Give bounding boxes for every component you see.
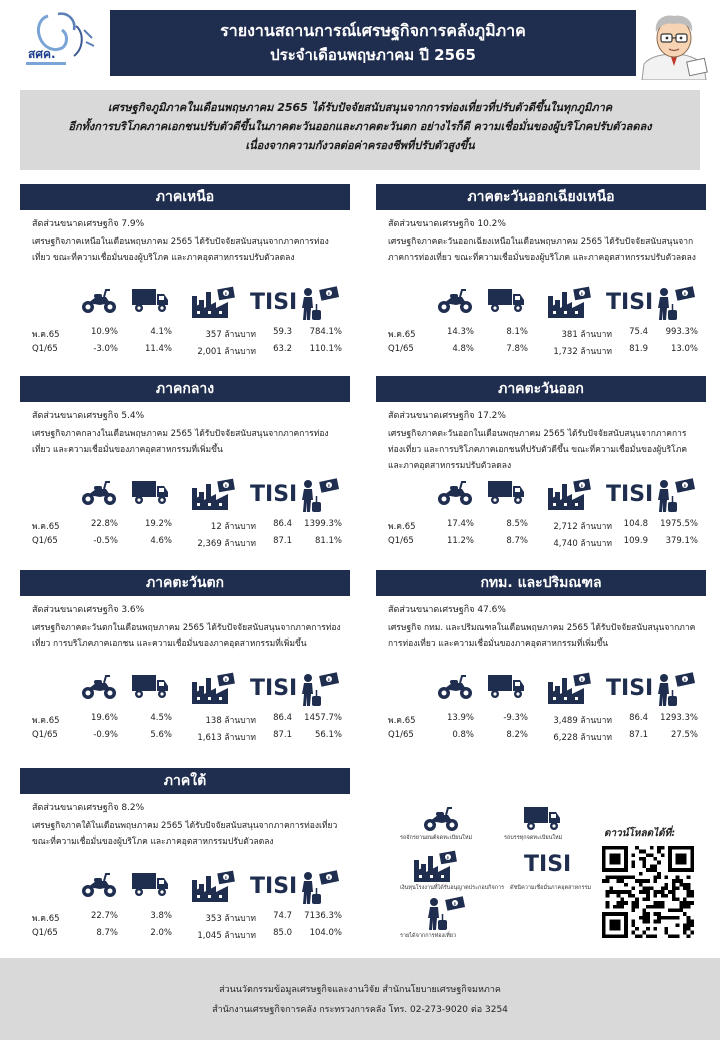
svg-text:สศค.: สศค. [28, 47, 56, 61]
data-cell: 357 ล้านบาท [205, 330, 256, 340]
economic-share: สัดส่วนขนาดเศรษฐกิจ 47.6% [388, 605, 506, 615]
data-cell: 22.7% [90, 911, 118, 921]
data-cell: 993.3% [665, 327, 698, 337]
summary-line: อีกทั้งการบริโภคภาคเอกชนปรับตัวดีขึ้นในภาคตะวันออกและภาคตะวันตก อย่างไรก็ดี ความเชื่อมั่นของผู้บริโภคปรับตัวลดลง [68, 120, 652, 133]
row-label: พ.ค.65 [32, 716, 60, 726]
data-cell: 0.8% [452, 730, 474, 740]
tisi-logo: TISI [250, 874, 298, 899]
tisi-logo: TISI [524, 852, 572, 877]
economic-share: สัดส่วนขนาดเศรษฐกิจ 3.6% [32, 605, 145, 615]
data-row [376, 533, 706, 550]
truck-icon [130, 478, 170, 514]
indicator-icons [376, 284, 706, 324]
mascot-illustration [636, 8, 712, 80]
region-title: ภาคกลาง [20, 376, 350, 402]
data-row [20, 710, 350, 727]
region-description: เศรษฐกิจภาคตะวันออกในเดือนพฤษภาคม 2565 ได้รับปัจจัยสนับสนุนจากภาคการท่องเที่ยว และการบริโภคภาคเอกชนที่ปรับตัวดีขึ้น ขณะที่ความเชื่อมั่นของผู้บริโภค และภาคอุตสาหกรรมปรับตัวลดลง [388, 429, 688, 471]
svg-text:฿: ฿ [580, 291, 584, 296]
motorcycle-icon [422, 804, 460, 836]
data-cell: 3,489 ล้านบาท [553, 716, 612, 726]
truck-icon [130, 672, 170, 708]
data-cell: 81.9 [629, 344, 648, 354]
tourism-icon [296, 870, 336, 906]
row-label: Q1/65 [388, 730, 414, 740]
truck-icon [486, 672, 526, 708]
region-description: เศรษฐกิจภาคตะวันออกเฉียงเหนือในเดือนพฤษภาคม 2565 ได้รับปัจจัยสนับสนุนจากภาคการท่องเที่ยว ขณะที่ความเชื่อมั่นของผู้บริโภค และภาคอุตสาหกรรมปรับตัวลดลง [388, 237, 696, 263]
data-cell: 784.1% [309, 327, 342, 337]
indicator-icons [20, 670, 350, 710]
region-description: เศรษฐกิจภาคตะวันตกในเดือนพฤษภาคม 2565 ได้รับปัจจัยสนับสนุนจากภาคการท่องเที่ยว การบริโภคภาคเอกชน และความเชื่อมั่นของภาคอุตสาหกรรมที่เพิ่มขึ้น [32, 623, 341, 649]
data-cell: 2.0% [150, 928, 172, 938]
data-cell: 1,732 ล้านบาท [553, 347, 612, 357]
data-cell: 2,712 ล้านบาท [553, 522, 612, 532]
data-cell: 22.8% [90, 519, 118, 529]
data-row [376, 727, 706, 744]
footer-line: สำนักงานเศรษฐกิจการคลัง กระทรวงการคลัง โทร. 02-273-9020 ต่อ 3254 [212, 1005, 508, 1015]
indicator-icons [20, 476, 350, 516]
data-cell: 8.2% [506, 730, 528, 740]
row-label: Q1/65 [32, 536, 58, 546]
svg-text:฿: ฿ [683, 291, 687, 296]
svg-text:฿: ฿ [580, 677, 584, 682]
data-cell: 59.3 [273, 327, 292, 337]
tourism-icon [652, 286, 692, 322]
data-cell: 4.6% [150, 536, 172, 546]
region-south [20, 768, 350, 942]
legend-motorcycle-label: รถจักรยานยนต์จดทะเบียนใหม่ [400, 835, 473, 841]
region-description: เศรษฐกิจ กทม. และปริมณฑลในเดือนพฤษภาคม 2565 ได้รับปัจจัยสนับสนุนจากภาคการท่องเที่ยว และความเชื่อมั่นของภาคอุตสาหกรรมที่เพิ่มขึ้น [388, 623, 696, 649]
data-cell: 12 ล้านบาท [210, 522, 256, 532]
data-row [20, 533, 350, 550]
svg-text:฿: ฿ [453, 901, 457, 906]
region-title: ภาคตะวันตก [20, 570, 350, 596]
data-cell: 2,001 ล้านบาท [197, 347, 256, 357]
factory-icon [546, 672, 586, 708]
motorcycle-icon [436, 286, 476, 322]
tourism-icon [422, 896, 466, 936]
data-cell: 1,045 ล้านบาท [197, 931, 256, 941]
data-cell: 19.2% [144, 519, 172, 529]
data-cell: 86.4 [273, 713, 292, 723]
tisi-logo: TISI [250, 482, 298, 507]
row-label: Q1/65 [32, 928, 58, 938]
svg-text:฿: ฿ [224, 483, 228, 488]
data-cell: 110.1% [309, 344, 342, 354]
region-description: เศรษฐกิจภาคใต้ในเดือนพฤษภาคม 2565 ได้รับปัจจัยสนับสนุนจากภาคการท่องเที่ยวขณะที่ความเชื่อมั่นของผู้บริโภค และภาคอุตสาหกรรมปรับตัวลดลง [32, 821, 338, 847]
report-title: รายงานสถานการณ์เศรษฐกิจการคลังภูมิภาค [220, 21, 526, 40]
row-label: Q1/65 [388, 344, 414, 354]
tourism-icon [296, 672, 336, 708]
data-cell: 8.7% [506, 536, 528, 546]
factory-icon [190, 478, 230, 514]
row-label: Q1/65 [388, 536, 414, 546]
data-cell: 104.8 [623, 519, 648, 529]
data-cell: 56.1% [314, 730, 342, 740]
data-cell: 17.4% [446, 519, 474, 529]
data-row [20, 908, 350, 925]
data-cell: -0.9% [93, 730, 118, 740]
report-header [110, 10, 636, 76]
region-northeast [376, 184, 706, 358]
region-description: เศรษฐกิจภาคเหนือในเดือนพฤษภาคม 2565 ได้รับปัจจัยสนับสนุนจากภาคการท่องเที่ยว ขณะที่ความเชื่อมั่นของผู้บริโภค และภาคอุตสาหกรรมปรับตัวลดลง [32, 237, 329, 263]
tourism-icon [652, 672, 692, 708]
svg-text:฿: ฿ [224, 291, 228, 296]
svg-text:฿: ฿ [224, 677, 228, 682]
svg-text:฿: ฿ [683, 677, 687, 682]
motorcycle-icon [80, 870, 120, 906]
data-cell: 3.8% [150, 911, 172, 921]
data-row [376, 341, 706, 358]
tourism-icon [296, 478, 336, 514]
indicator-icons [376, 670, 706, 710]
data-cell: 86.4 [629, 713, 648, 723]
data-cell: 8.7% [96, 928, 118, 938]
data-cell: 1,613 ล้านบาท [197, 733, 256, 743]
svg-text:฿: ฿ [580, 483, 584, 488]
data-cell: 138 ล้านบาท [205, 716, 256, 726]
data-cell: 19.6% [90, 713, 118, 723]
data-cell: -9.3% [503, 713, 528, 723]
tisi-logo: TISI [250, 676, 298, 701]
economic-share: สัดส่วนขนาดเศรษฐกิจ 10.2% [388, 219, 506, 229]
economic-share: สัดส่วนขนาดเศรษฐกิจ 7.9% [32, 219, 145, 229]
tisi-logo: TISI [606, 676, 654, 701]
data-row [20, 341, 350, 358]
truck-icon [486, 286, 526, 322]
motorcycle-icon [436, 478, 476, 514]
data-cell: 7136.3% [304, 911, 342, 921]
row-label: พ.ค.65 [32, 330, 60, 340]
truck-icon [486, 478, 526, 514]
indicator-icons [376, 476, 706, 516]
region-title: กทม. และปริมณฑล [376, 570, 706, 596]
row-label: พ.ค.65 [388, 330, 416, 340]
tisi-logo: TISI [606, 482, 654, 507]
data-cell: 379.1% [665, 536, 698, 546]
data-cell: 8.1% [506, 327, 528, 337]
data-cell: 4,740 ล้านบาท [553, 539, 612, 549]
data-cell: 63.2 [273, 344, 292, 354]
data-row [376, 324, 706, 341]
data-cell: 381 ล้านบาท [561, 330, 612, 340]
row-label: พ.ค.65 [32, 522, 60, 532]
tourism-icon [296, 286, 336, 322]
row-label: Q1/65 [32, 344, 58, 354]
legend-factory-label: เงินทุนโรงงานที่ได้รับอนุญาตประกอบกิจการ [400, 885, 505, 891]
region-title: ภาคเหนือ [20, 184, 350, 210]
data-cell: 85.0 [273, 928, 292, 938]
data-cell: 74.7 [273, 911, 292, 921]
legend-tisi-label: ดัชนีความเชื่อมั่นภาคอุตสาหกรรม [510, 885, 592, 891]
data-cell: 87.1 [273, 730, 292, 740]
data-cell: 4.1% [150, 327, 172, 337]
data-row [376, 710, 706, 727]
motorcycle-icon [80, 672, 120, 708]
row-label: พ.ค.65 [388, 522, 416, 532]
qr-label: ดาวน์โหลดได้ที่: [604, 828, 676, 839]
data-row [20, 516, 350, 533]
region-title: ภาคตะวันออก [376, 376, 706, 402]
data-cell: 87.1 [629, 730, 648, 740]
data-cell: 14.3% [446, 327, 474, 337]
legend-truck-label: รถบรรทุกจดทะเบียนใหม่ [504, 835, 563, 841]
economic-share: สัดส่วนขนาดเศรษฐกิจ 8.2% [32, 803, 145, 813]
fpo-logo [10, 8, 102, 74]
data-cell: 81.1% [314, 536, 342, 546]
truck-icon [130, 870, 170, 906]
factory-icon [190, 286, 230, 322]
motorcycle-icon [80, 286, 120, 322]
truck-icon [522, 804, 562, 836]
region-west [20, 570, 350, 744]
data-cell: 1399.3% [304, 519, 342, 529]
data-row [20, 727, 350, 744]
data-cell: 6,228 ล้านบาท [553, 733, 612, 743]
region-title: ภาคตะวันออกเฉียงเหนือ [376, 184, 706, 210]
tourism-icon [652, 478, 692, 514]
region-north [20, 184, 350, 358]
region-bangkok [376, 570, 706, 744]
motorcycle-icon [436, 672, 476, 708]
data-row [20, 324, 350, 341]
tisi-logo: TISI [606, 290, 654, 315]
data-row [376, 516, 706, 533]
data-cell: 2,369 ล้านบาท [197, 539, 256, 549]
legend-tourism-label: รายได้จากการท่องเที่ยว [400, 933, 457, 939]
data-cell: 86.4 [273, 519, 292, 529]
svg-text:฿: ฿ [327, 875, 331, 880]
factory-icon [546, 478, 586, 514]
data-cell: 27.5% [670, 730, 698, 740]
summary-banner [20, 90, 700, 170]
indicator-icons [20, 868, 350, 908]
data-cell: -3.0% [93, 344, 118, 354]
data-cell: 87.1 [273, 536, 292, 546]
data-cell: 1293.3% [660, 713, 698, 723]
factory-icon [412, 850, 458, 888]
data-cell: 11.4% [144, 344, 172, 354]
summary-line: เนื่องจากความกังวลต่อค่าครองชีพที่ปรับตัวสูงขึ้น [245, 139, 475, 152]
svg-text:฿: ฿ [327, 483, 331, 488]
data-cell: 4.8% [452, 344, 474, 354]
footer [0, 958, 720, 1040]
row-label: Q1/65 [32, 730, 58, 740]
factory-icon [546, 286, 586, 322]
factory-icon [190, 870, 230, 906]
footer-line: ส่วนนวัตกรรมข้อมูลเศรษฐกิจและงานวิจัย สำนักนโยบายเศรษฐกิจมหภาค [219, 985, 501, 995]
economic-share: สัดส่วนขนาดเศรษฐกิจ 5.4% [32, 411, 145, 421]
data-cell: 7.8% [506, 344, 528, 354]
region-central [20, 376, 350, 550]
report-period: ประจำเดือนพฤษภาคม ปี 2565 [270, 46, 476, 64]
data-cell: 5.6% [150, 730, 172, 740]
data-cell: 10.9% [90, 327, 118, 337]
svg-text:฿: ฿ [327, 677, 331, 682]
indicator-icons [20, 284, 350, 324]
data-cell: 1975.5% [660, 519, 698, 529]
svg-text:฿: ฿ [446, 855, 450, 860]
data-cell: 8.5% [506, 519, 528, 529]
row-label: พ.ค.65 [32, 914, 60, 924]
svg-text:฿: ฿ [683, 483, 687, 488]
data-cell: 75.4 [629, 327, 648, 337]
summary-line: เศรษฐกิจภูมิภาคในเดือนพฤษภาคม 2565 ได้รับปัจจัยสนับสนุนจากการท่องเที่ยวที่ปรับตัวดีขึ้นในทุกภูมิภาค [107, 101, 613, 114]
qr-code[interactable] [602, 846, 694, 938]
tisi-logo: TISI [250, 290, 298, 315]
svg-text:฿: ฿ [327, 291, 331, 296]
region-title: ภาคใต้ [20, 768, 350, 794]
svg-text:฿: ฿ [224, 875, 228, 880]
data-cell: 353 ล้านบาท [205, 914, 256, 924]
region-east [376, 376, 706, 550]
data-cell: 1457.7% [304, 713, 342, 723]
motorcycle-icon [80, 478, 120, 514]
truck-icon [130, 286, 170, 322]
row-label: พ.ค.65 [388, 716, 416, 726]
factory-icon [190, 672, 230, 708]
data-cell: 13.0% [670, 344, 698, 354]
data-cell: 11.2% [446, 536, 474, 546]
data-cell: -0.5% [93, 536, 118, 546]
data-cell: 104.0% [309, 928, 342, 938]
data-cell: 4.5% [150, 713, 172, 723]
region-description: เศรษฐกิจภาคกลางในเดือนพฤษภาคม 2565 ได้รับปัจจัยสนับสนุนจากภาคการท่องเที่ยว และความเชื่อมั่นของภาคอุตสาหกรรมที่เพิ่มขึ้น [32, 429, 329, 455]
data-row [20, 925, 350, 942]
data-cell: 109.9 [623, 536, 648, 546]
economic-share: สัดส่วนขนาดเศรษฐกิจ 17.2% [388, 411, 506, 421]
data-cell: 13.9% [446, 713, 474, 723]
